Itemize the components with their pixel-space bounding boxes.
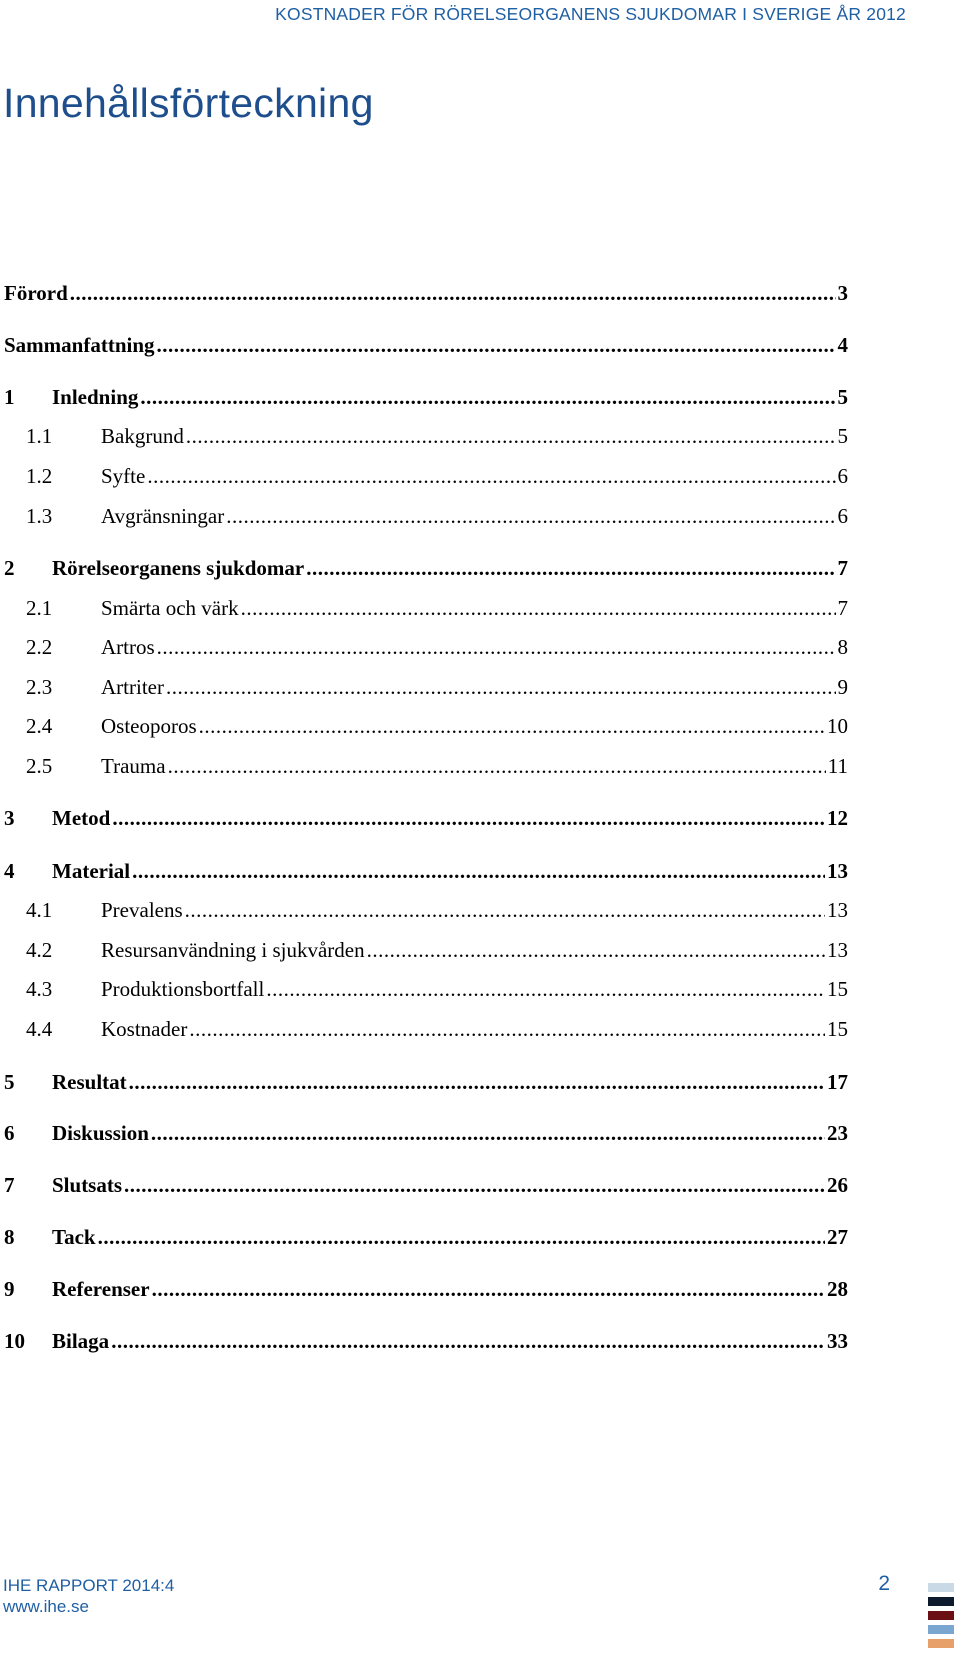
toc-entry-page: 6 <box>837 464 848 488</box>
toc-entry-page: 8 <box>837 635 848 659</box>
toc-entry[interactable] <box>4 632 848 662</box>
toc-entry-page: 13 <box>827 898 848 922</box>
toc-entry-title: Resursanvändning i sjukvården <box>101 938 365 962</box>
dot-leader <box>112 803 825 833</box>
toc-entry[interactable] <box>4 1222 848 1252</box>
dot-leader <box>98 1222 825 1252</box>
toc-entry-number: 4.2 <box>26 938 53 962</box>
toc-entry-page: 4 <box>837 333 848 357</box>
dot-leader <box>147 461 835 491</box>
toc-entry-number: 4.3 <box>26 977 53 1001</box>
toc-entry[interactable] <box>4 501 848 531</box>
toc-entry-number: 6 <box>4 1121 15 1145</box>
toc-entry-number: 4 <box>4 859 15 883</box>
toc-entry-page: 27 <box>827 1225 848 1249</box>
toc-entry-page: 9 <box>837 675 848 699</box>
brand-stripe <box>928 1625 954 1634</box>
dot-leader <box>129 1067 825 1097</box>
website-link[interactable]: www.ihe.se <box>3 1597 89 1616</box>
brand-stripe <box>928 1639 954 1648</box>
toc-entry-number: 2.5 <box>26 754 53 778</box>
dot-leader <box>132 856 825 886</box>
toc-entry-number: 1 <box>4 385 15 409</box>
running-header: KOSTNADER FÖR RÖRELSEORGANENS SJUKDOMAR I SVERIGE ÅR 2012 <box>275 4 906 24</box>
page-number: 2 <box>878 1572 890 1595</box>
toc-entry-number: 2 <box>4 556 15 580</box>
dot-leader <box>241 593 836 623</box>
brand-stripes <box>928 1583 954 1653</box>
toc-entry-page: 26 <box>827 1173 848 1197</box>
brand-stripe <box>928 1611 954 1620</box>
toc-entry-page: 15 <box>827 1017 848 1041</box>
toc-entry-number: 4.1 <box>26 898 53 922</box>
toc-entry-number: 8 <box>4 1225 15 1249</box>
dot-leader <box>266 974 825 1004</box>
toc-entry-number: 9 <box>4 1277 15 1301</box>
report-id: IHE RAPPORT 2014:4 <box>3 1576 175 1595</box>
toc-entry-title: Syfte <box>101 464 146 488</box>
toc-entry-number: 2.2 <box>26 635 53 659</box>
toc-entry-title: Material <box>52 859 131 883</box>
toc-entry-title: Avgränsningar <box>101 504 225 528</box>
toc-entry-title: Sammanfattning <box>4 333 155 357</box>
toc-entry-title: Förord <box>4 281 68 305</box>
dot-leader <box>157 330 836 360</box>
toc-entry-title: Rörelseorganens sjukdomar <box>52 556 305 580</box>
toc-entry-title: Osteoporos <box>101 714 197 738</box>
toc-entry-title: Kostnader <box>101 1017 188 1041</box>
toc-entry[interactable] <box>4 895 848 925</box>
toc-entry[interactable] <box>4 751 848 781</box>
dot-leader <box>166 672 836 702</box>
toc-entry-number: 4.4 <box>26 1017 53 1041</box>
toc-entry-title: Metod <box>52 806 111 830</box>
toc-entry[interactable] <box>4 935 848 965</box>
dot-leader <box>186 421 836 451</box>
dot-leader <box>199 711 825 741</box>
toc-entry[interactable] <box>4 382 848 412</box>
toc-entry-page: 23 <box>827 1121 848 1145</box>
toc-entry-page: 12 <box>827 806 848 830</box>
toc-entry-page: 7 <box>837 596 848 620</box>
toc-entry[interactable] <box>4 1274 848 1304</box>
toc-entry-page: 5 <box>837 385 848 409</box>
toc-entry-page: 7 <box>837 556 848 580</box>
toc-entry-page: 10 <box>827 714 848 738</box>
toc-entry[interactable] <box>4 421 848 451</box>
page-title: Innehållsförteckning <box>3 80 374 126</box>
dot-leader <box>189 1014 825 1044</box>
dot-leader <box>152 1274 825 1304</box>
toc-entry-title: Smärta och värk <box>101 596 239 620</box>
toc-entry[interactable] <box>4 856 848 886</box>
toc-entry[interactable] <box>4 553 848 583</box>
toc-entry-number: 7 <box>4 1173 15 1197</box>
toc-entry[interactable] <box>4 974 848 1004</box>
toc-entry-title: Tack <box>52 1225 96 1249</box>
toc-entry-title: Prevalens <box>101 898 183 922</box>
toc-entry-page: 3 <box>837 281 848 305</box>
toc-entry-title: Trauma <box>101 754 166 778</box>
toc-entry[interactable] <box>4 803 848 833</box>
toc-entry-title: Bilaga <box>52 1329 110 1353</box>
toc-entry-title: Diskussion <box>52 1121 149 1145</box>
toc-entry-page: 13 <box>827 938 848 962</box>
toc-entry-page: 13 <box>827 859 848 883</box>
toc-entry[interactable] <box>4 461 848 491</box>
footer <box>3 1575 174 1617</box>
toc-entry[interactable] <box>4 1067 848 1097</box>
toc-entry[interactable] <box>4 330 848 360</box>
toc-entry[interactable] <box>4 1014 848 1044</box>
dot-leader <box>226 501 835 531</box>
toc-entry-number: 2.3 <box>26 675 53 699</box>
toc-entry-number: 1.1 <box>26 424 53 448</box>
toc-entry[interactable] <box>4 1326 848 1356</box>
brand-stripe <box>928 1583 954 1592</box>
toc-entry-number: 5 <box>4 1070 15 1094</box>
toc-entry-number: 1.3 <box>26 504 53 528</box>
toc-entry[interactable] <box>4 672 848 702</box>
toc-entry-title: Artros <box>101 635 155 659</box>
dot-leader <box>168 751 826 781</box>
toc-entry-page: 11 <box>827 754 848 778</box>
dot-leader <box>70 278 836 308</box>
dot-leader <box>157 632 836 662</box>
dot-leader <box>367 935 825 965</box>
toc-entry-title: Bakgrund <box>101 424 184 448</box>
toc-entry[interactable] <box>4 1118 848 1148</box>
toc-entry[interactable] <box>4 593 848 623</box>
brand-stripe <box>928 1597 954 1606</box>
dot-leader <box>124 1170 825 1200</box>
toc-entry-title: Inledning <box>52 385 139 409</box>
toc-entry-title: Artriter <box>101 675 164 699</box>
dot-leader <box>111 1326 825 1356</box>
dot-leader <box>151 1118 825 1148</box>
toc-entry-page: 5 <box>837 424 848 448</box>
toc-entry-page: 28 <box>827 1277 848 1301</box>
toc-entry-number: 10 <box>4 1329 25 1353</box>
toc-entry-title: Resultat <box>52 1070 127 1094</box>
toc-entry-title: Produktionsbortfall <box>101 977 265 1001</box>
dot-leader <box>140 382 835 412</box>
toc-entry-page: 6 <box>837 504 848 528</box>
dot-leader <box>185 895 825 925</box>
toc-entry-number: 3 <box>4 806 15 830</box>
toc-entry-page: 15 <box>827 977 848 1001</box>
toc-entry[interactable] <box>4 278 848 308</box>
toc-entry-number: 2.4 <box>26 714 53 738</box>
toc-entry[interactable] <box>4 1170 848 1200</box>
toc-entry-title: Slutsats <box>52 1173 123 1197</box>
toc-entry-page: 17 <box>827 1070 848 1094</box>
toc-entry-number: 1.2 <box>26 464 53 488</box>
toc-entry-page: 33 <box>827 1329 848 1353</box>
toc-entry[interactable] <box>4 711 848 741</box>
dot-leader <box>306 553 835 583</box>
toc-entry-title: Referenser <box>52 1277 150 1301</box>
toc-entry-number: 2.1 <box>26 596 53 620</box>
